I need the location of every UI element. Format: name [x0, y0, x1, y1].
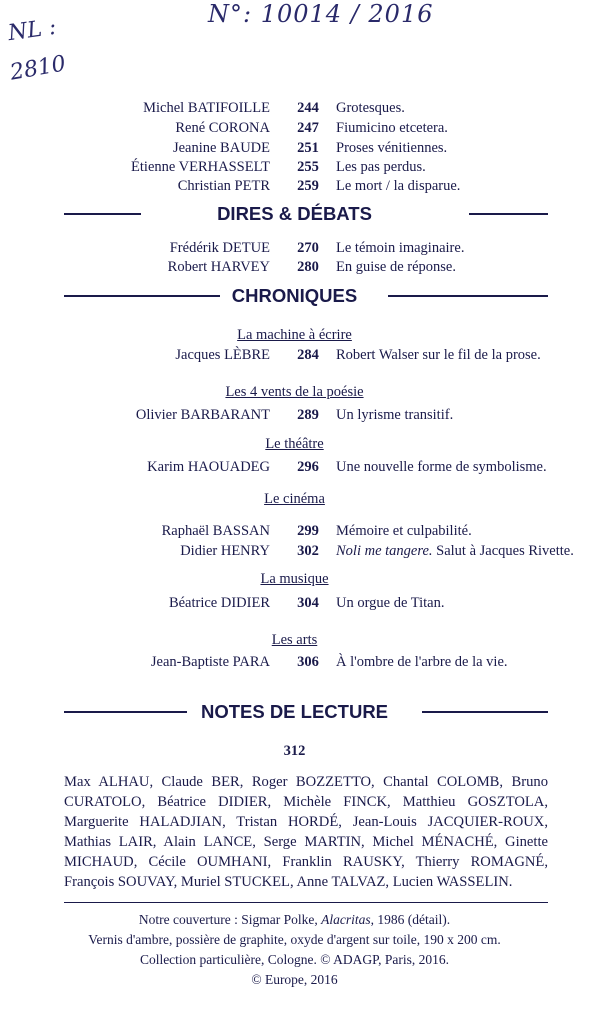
- entry-title: Robert Walser sur le fil de la prose.: [336, 347, 541, 363]
- entry-title: Un orgue de Titan.: [336, 595, 445, 611]
- entry-author: Didier HENRY: [180, 543, 270, 559]
- entry-page: 251: [297, 140, 319, 156]
- rubric-label: La machine à écrire: [237, 327, 352, 343]
- toc-entry: [0, 118, 589, 138]
- notes-contributors: Max ALHAU, Claude BER, Roger BOZZETTO, Chantal COLOMB, Bruno CURATOLO, Béatrice DIDIER, Michèle FINCK, Matthieu GOSZTOLA, Marguerite HALADJIAN, Tristan HORDÉ, Jean-Louis JACQUIER-ROUX, Mathias LAIR, Alain LANCE, Serge MARTIN, Michel MÉNACHÉ, Ginette MICHAUD, Cécile OUMHANI, Franklin RAUSKY, Thierry ROMAGNÉ, François SOUVAY, Muriel STUCKEL, Anne TALVAZ, Lucien WASSELIN.: [64, 774, 548, 890]
- toc-entry: [0, 157, 589, 177]
- toc-entry: [0, 238, 589, 258]
- entry-title: Fiumicino etcetera.: [336, 120, 448, 136]
- rubric-label: La musique: [260, 571, 329, 587]
- rubric-label: Le cinéma: [264, 491, 325, 507]
- section-heading-dires: [0, 200, 589, 228]
- entry-title: À l'ombre de l'arbre de la vie.: [336, 654, 508, 670]
- toc-entry: [0, 652, 589, 672]
- entry-author: Robert HARVEY: [167, 259, 270, 275]
- rubric-title: [0, 434, 589, 454]
- cover-credit-line-1: [0, 910, 589, 929]
- toc-entry: [0, 593, 589, 613]
- entry-author: Karim HAOUADEG: [147, 459, 270, 475]
- entry-title-rest: Salut à Jacques Rivette.: [432, 543, 574, 559]
- entry-author: Christian PETR: [177, 178, 270, 194]
- rubric-title: [0, 630, 589, 650]
- entry-author: Jacques LÈBRE: [175, 347, 270, 363]
- handwritten-code: 2810: [8, 51, 68, 86]
- entry-title-italic: Noli me tangere.: [336, 543, 433, 559]
- rubric-title: [0, 325, 589, 345]
- entry-author: Jean-Baptiste PARA: [150, 654, 270, 670]
- handwritten-number: N°: 10014 / 2016: [208, 0, 434, 28]
- cover-credit-line-2: Vernis d'ambre, possière de graphite, oxyde d'argent sur toile, 190 x 200 cm.: [88, 932, 501, 947]
- handwritten-nl: NL :: [6, 14, 58, 47]
- entry-page: 306: [297, 654, 319, 670]
- cover-credit-prefix: Notre couverture : Sigmar Polke,: [138, 912, 322, 927]
- entry-author: Frédérik DETUE: [169, 240, 270, 256]
- toc-entry: [0, 405, 589, 425]
- rubric-label: Les 4 vents de la poésie: [225, 384, 364, 400]
- entry-title: Mémoire et culpabilité.: [336, 523, 472, 539]
- entry-title: Le mort / la disparue.: [336, 178, 461, 194]
- footer-separator: [64, 902, 548, 903]
- heading-rule: [422, 711, 548, 713]
- entry-page: 247: [297, 120, 319, 136]
- entry-page: 244: [297, 100, 319, 116]
- entry-title: Proses vénitiennes.: [336, 140, 448, 156]
- section-heading-chroniques: [0, 282, 589, 310]
- toc-entry: [0, 521, 589, 541]
- entry-author: Michel BATIFOILLE: [143, 100, 270, 116]
- entry-author: Étienne VERHASSELT: [131, 159, 270, 175]
- rubric-title: [0, 382, 589, 402]
- entry-author: René CORONA: [175, 120, 270, 136]
- section-title: DIRES & DÉBATS: [217, 203, 372, 224]
- notes-page-number: 312: [283, 743, 306, 759]
- rubric-title: [0, 569, 589, 589]
- entry-author: Jeanine BAUDE: [172, 140, 270, 156]
- entry-page: 284: [297, 347, 319, 363]
- entry-title: Grotesques.: [336, 100, 405, 116]
- rubric-label: Les arts: [271, 632, 318, 648]
- toc-entry: [0, 98, 589, 118]
- entry-title: En guise de réponse.: [336, 259, 456, 275]
- section-heading-notes: [0, 698, 589, 726]
- entry-page: 296: [297, 459, 319, 475]
- entry-title: Un lyrisme transitif.: [336, 407, 454, 423]
- entry-author: Béatrice DIDIER: [168, 595, 270, 611]
- cover-work-title: Alacritas: [321, 912, 371, 927]
- entry-title: Le témoin imaginaire.: [336, 240, 465, 256]
- copyright-line: © Europe, 2016: [251, 972, 338, 987]
- cover-credit-line-3: Collection particulière, Cologne. © ADAGP, Paris, 2016.: [139, 952, 450, 967]
- entry-page: 259: [297, 178, 319, 194]
- toc-entry: [0, 138, 589, 158]
- heading-rule: [469, 213, 548, 215]
- section-title: NOTES DE LECTURE: [200, 701, 389, 722]
- cover-credit-suffix: , 1986 (détail).: [370, 912, 451, 927]
- entry-author: Olivier BARBARANT: [135, 407, 270, 423]
- toc-entry: [0, 257, 589, 277]
- entry-page: 270: [297, 240, 319, 256]
- toc-entry: [0, 457, 589, 477]
- entry-title: Une nouvelle forme de symbolisme.: [336, 459, 547, 475]
- entry-page: 299: [297, 523, 319, 539]
- entry-title: [336, 541, 574, 561]
- entry-page: 255: [297, 159, 319, 175]
- heading-rule: [388, 295, 548, 297]
- rubric-title: [0, 489, 589, 509]
- entry-page: 304: [297, 595, 319, 611]
- toc-entry: [0, 176, 589, 196]
- entry-author: Raphaël BASSAN: [161, 523, 270, 539]
- entry-page: 302: [297, 543, 319, 559]
- entry-title: Les pas perdus.: [336, 159, 426, 175]
- entry-page: 280: [297, 259, 319, 275]
- entry-page: 289: [297, 407, 319, 423]
- toc-entry: [0, 345, 589, 365]
- section-title: CHRONIQUES: [231, 285, 358, 306]
- toc-entry: [0, 541, 589, 561]
- rubric-label: Le théâtre: [265, 436, 324, 452]
